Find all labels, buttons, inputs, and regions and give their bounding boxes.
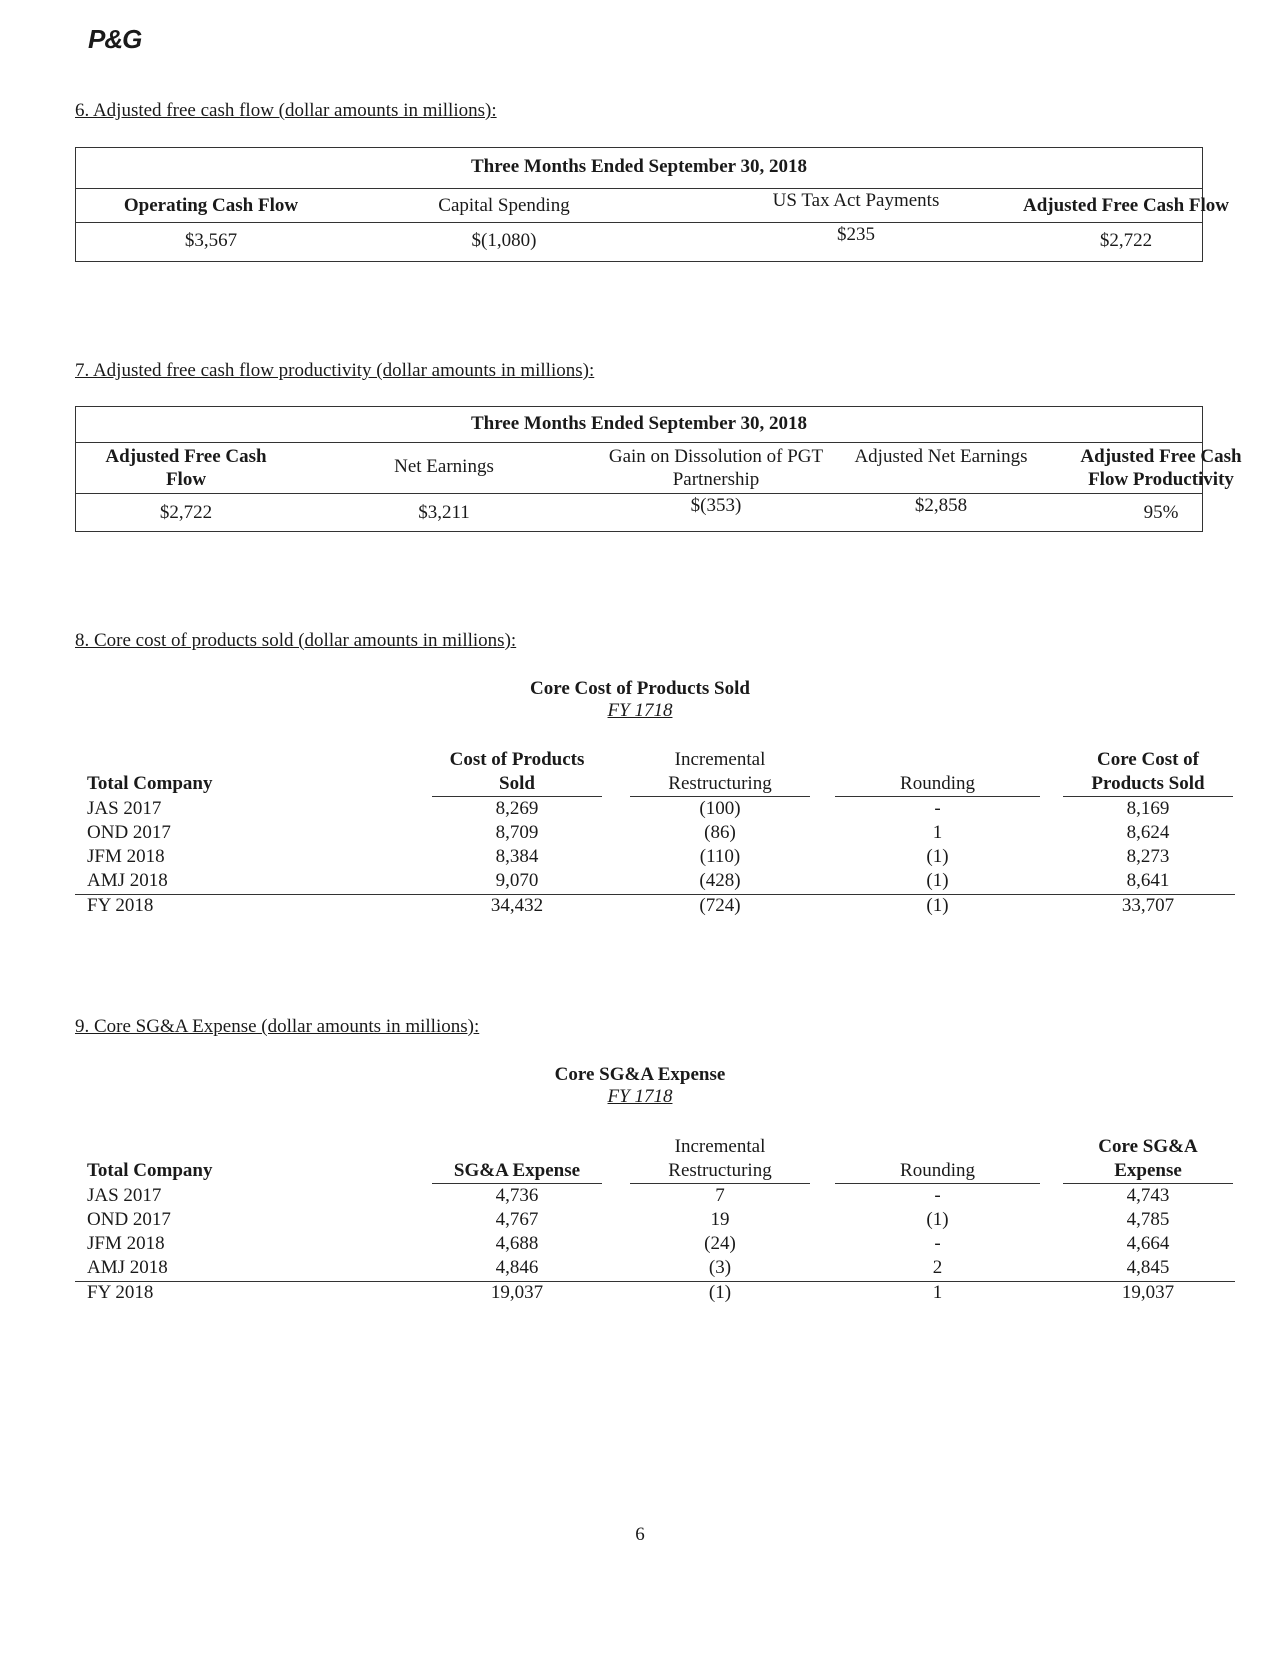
core-sga-table bbox=[75, 1135, 1235, 1315]
row-label: OND 2017 bbox=[87, 822, 171, 843]
cell-value: (1) bbox=[926, 1209, 949, 1230]
value-net-earnings: $3,211 bbox=[418, 502, 470, 523]
value-adjusted-free-cash-flow-2: $2,722 bbox=[159, 502, 213, 523]
core-cps-table-title: Core Cost of Products Sold bbox=[530, 678, 750, 699]
cell-value: (24) bbox=[704, 1233, 736, 1254]
header-core-sga-expense: Core SG&A Expense bbox=[1063, 1135, 1233, 1184]
header-total-company: Total Company bbox=[87, 773, 213, 794]
row-label: JAS 2017 bbox=[87, 798, 162, 819]
cell-value: 4,743 bbox=[1126, 1185, 1170, 1206]
cell-value: 8,624 bbox=[1126, 822, 1170, 843]
row-label: AMJ 2018 bbox=[87, 870, 168, 891]
cell-value: 33,707 bbox=[1121, 895, 1175, 916]
cell-value: 34,432 bbox=[490, 895, 544, 916]
cell-value: 4,845 bbox=[1126, 1257, 1170, 1278]
header-rounding: Rounding bbox=[835, 772, 1040, 797]
fcf-productivity-header-row bbox=[76, 443, 1242, 494]
cell-value: 1 bbox=[932, 822, 943, 843]
core-cps-table bbox=[75, 748, 1235, 928]
cell-value: 1 bbox=[932, 1282, 943, 1303]
cell-value: (1) bbox=[708, 1282, 732, 1303]
section-6-title: 6. Adjusted free cash flow (dollar amounts in millions): bbox=[75, 100, 497, 121]
cell-value: 19,037 bbox=[490, 1282, 544, 1303]
value-operating-cash-flow: $3,567 bbox=[184, 230, 238, 251]
header-capital-spending: Capital Spending bbox=[438, 195, 570, 216]
cell-value: (86) bbox=[704, 822, 736, 843]
cell-value: (428) bbox=[699, 870, 741, 891]
row-label: FY 2018 bbox=[87, 895, 154, 916]
cell-value: 4,846 bbox=[495, 1257, 539, 1278]
header-rounding: Rounding bbox=[835, 1159, 1040, 1184]
value-adjusted-free-cash-flow: $2,722 bbox=[1099, 230, 1153, 251]
section-7-title: 7. Adjusted free cash flow productivity (dollar amounts in millions): bbox=[75, 360, 595, 381]
page-number: 6 bbox=[635, 1524, 645, 1545]
row-label: JFM 2018 bbox=[87, 846, 165, 867]
section-8-title: 8. Core cost of products sold (dollar amounts in millions): bbox=[75, 630, 517, 651]
cell-value: - bbox=[934, 1185, 941, 1206]
cell-value: 8,169 bbox=[1126, 798, 1170, 819]
cell-value: 4,664 bbox=[1126, 1233, 1170, 1254]
cell-value: 7 bbox=[715, 1185, 725, 1206]
cell-value: 9,070 bbox=[495, 870, 539, 891]
header-sga-expense: SG&A Expense bbox=[432, 1159, 602, 1184]
header-gain-on-dissolution: Gain on Dissolution of PGT Partnership bbox=[608, 446, 824, 490]
core-sga-table-heading bbox=[0, 1064, 1280, 1108]
value-us-tax-act-payments: $235 bbox=[837, 224, 875, 245]
core-sga-table-title: Core SG&A Expense bbox=[554, 1064, 726, 1085]
cell-value: 19 bbox=[710, 1209, 730, 1230]
adjusted-fcf-table bbox=[75, 147, 1229, 262]
value-fcf-productivity: 95% bbox=[1143, 502, 1179, 523]
header-operating-cash-flow: Operating Cash Flow bbox=[123, 195, 299, 216]
cell-value: - bbox=[934, 798, 941, 819]
cell-value: 4,736 bbox=[495, 1185, 539, 1206]
row-label: AMJ 2018 bbox=[87, 1257, 168, 1278]
cell-value: 8,384 bbox=[495, 846, 539, 867]
cell-value: (1) bbox=[926, 870, 949, 891]
adjusted-fcf-header-row bbox=[76, 189, 1229, 223]
header-cost-of-products-sold: Cost of Products Sold bbox=[432, 748, 602, 797]
cell-value: (100) bbox=[699, 798, 741, 819]
core-sga-table-subtitle: FY 1718 bbox=[607, 1086, 673, 1107]
fcf-productivity-table bbox=[75, 406, 1242, 532]
core-cps-table-heading bbox=[0, 678, 1280, 722]
row-label: JFM 2018 bbox=[87, 1233, 165, 1254]
cell-value: (3) bbox=[708, 1257, 732, 1278]
cell-value: 8,641 bbox=[1126, 870, 1170, 891]
header-fcf-productivity: Adjusted Free Cash Flow Productivity bbox=[1080, 446, 1242, 490]
header-total-company: Total Company bbox=[87, 1160, 213, 1181]
cell-value: 8,709 bbox=[495, 822, 539, 843]
header-us-tax-act-payments: US Tax Act Payments bbox=[772, 190, 940, 211]
header-adjusted-free-cash-flow-2: Adjusted Free Cash Flow bbox=[105, 446, 267, 490]
value-adjusted-net-earnings: $2,858 bbox=[914, 495, 968, 516]
adjusted-fcf-period: Three Months Ended September 30, 2018 bbox=[76, 148, 1202, 189]
cell-value: 4,688 bbox=[495, 1233, 539, 1254]
cell-value: 2 bbox=[932, 1257, 943, 1278]
header-adjusted-free-cash-flow: Adjusted Free Cash Flow bbox=[1022, 195, 1229, 216]
header-adjusted-net-earnings: Adjusted Net Earnings bbox=[854, 446, 1028, 467]
core-cps-table-subtitle: FY 1718 bbox=[607, 700, 673, 721]
cell-value: 4,785 bbox=[1126, 1209, 1170, 1230]
cell-value: (1) bbox=[926, 895, 949, 916]
cell-value: - bbox=[934, 1233, 941, 1254]
section-9-title: 9. Core SG&A Expense (dollar amounts in millions): bbox=[75, 1016, 480, 1037]
cell-value: 4,767 bbox=[495, 1209, 539, 1230]
company-logo: P&G bbox=[88, 24, 142, 54]
cell-value: (110) bbox=[699, 846, 741, 867]
cell-value: (724) bbox=[699, 895, 741, 916]
value-gain-on-dissolution: $(353) bbox=[690, 495, 742, 516]
header-core-cost-of-products-sold: Core Cost of Products Sold bbox=[1063, 748, 1233, 797]
fcf-productivity-value-row bbox=[76, 494, 1202, 532]
header-incremental-restructuring: Incremental Restructuring bbox=[630, 748, 810, 797]
row-label: JAS 2017 bbox=[87, 1185, 162, 1206]
value-capital-spending: $(1,080) bbox=[471, 230, 537, 251]
cell-value: 8,273 bbox=[1126, 846, 1170, 867]
adjusted-fcf-value-row bbox=[76, 223, 1202, 261]
cell-value: (1) bbox=[926, 846, 949, 867]
cell-value: 8,269 bbox=[495, 798, 539, 819]
cell-value: 19,037 bbox=[1121, 1282, 1175, 1303]
row-label: FY 2018 bbox=[87, 1282, 154, 1303]
header-incremental-restructuring: Incremental Restructuring bbox=[630, 1135, 810, 1184]
row-label: OND 2017 bbox=[87, 1209, 171, 1230]
fcf-productivity-period: Three Months Ended September 30, 2018 bbox=[76, 407, 1202, 443]
header-net-earnings: Net Earnings bbox=[394, 456, 494, 477]
